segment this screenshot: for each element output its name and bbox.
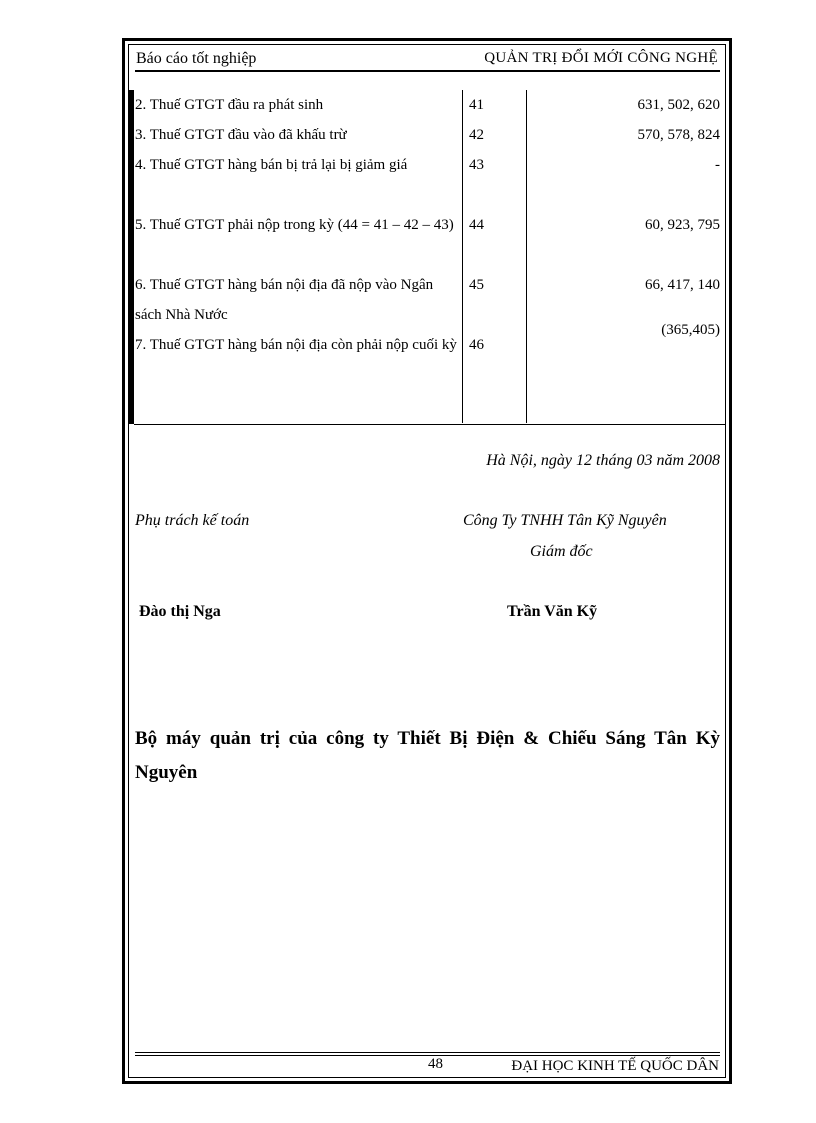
- table-row-value: 60, 923, 795: [645, 217, 720, 233]
- column-divider: [462, 90, 463, 423]
- table-row-code: 43: [469, 157, 484, 173]
- footer-divider: [135, 1052, 720, 1053]
- page-header: [135, 48, 720, 72]
- company-name: Công Ty TNHH Tân Kỹ Nguyên: [463, 512, 667, 529]
- table-row-description: 7. Thuế GTGT hàng bán nội địa còn phải nộp cuối kỳ: [135, 337, 457, 353]
- table-row-value: 631, 502, 620: [637, 97, 720, 113]
- table-row-description: 5. Thuế GTGT phải nộp trong kỳ (44 = 41 – 42 – 43): [135, 217, 454, 233]
- column-divider: [526, 90, 527, 423]
- header-left-title: Báo cáo tốt nghiệp: [136, 50, 257, 67]
- report-date: Hà Nội, ngày 12 tháng 03 năm 2008: [486, 452, 720, 469]
- table-row-value: -: [715, 157, 720, 173]
- page-number: 48: [428, 1056, 443, 1072]
- table-row-value: 570, 578, 824: [637, 127, 720, 143]
- accountant-name: Đào thị Nga: [139, 603, 221, 620]
- accountant-role: Phụ trách kế toán: [135, 512, 250, 529]
- table-row-description: 3. Thuế GTGT đầu vào đã khấu trừ: [135, 127, 347, 143]
- section-heading: Bộ máy quản trị của công ty Thiết Bị Điện & Chiếu Sáng Tân Kỳ Nguyên: [135, 728, 720, 783]
- table-row-code: 41: [469, 97, 484, 113]
- table-row-value: 66, 417, 140: [645, 277, 720, 293]
- footer-organization: ĐẠI HỌC KINH TẾ QUỐC DÂN: [511, 1058, 719, 1074]
- table-row-code: 46: [469, 337, 484, 353]
- director-name: Trần Văn Kỹ: [507, 603, 598, 620]
- table-row-description: 6. Thuế GTGT hàng bán nội địa đã nộp vào Ngân sách Nhà Nước: [135, 277, 434, 323]
- table-row-value: (365,405): [661, 322, 720, 338]
- table-row-code: 45: [469, 277, 484, 293]
- table-row-code: 42: [469, 127, 484, 143]
- vat-table: [134, 90, 725, 425]
- table-row-code: 44: [469, 217, 484, 233]
- table-row-description: 4. Thuế GTGT hàng bán bị trả lại bị giảm giá: [135, 157, 408, 173]
- table-row-description: 2. Thuế GTGT đầu ra phát sinh: [135, 97, 324, 113]
- header-right-title: QUẢN TRỊ ĐỔI MỚI CÔNG NGHỆ: [484, 50, 718, 66]
- director-role: Giám đốc: [530, 543, 593, 560]
